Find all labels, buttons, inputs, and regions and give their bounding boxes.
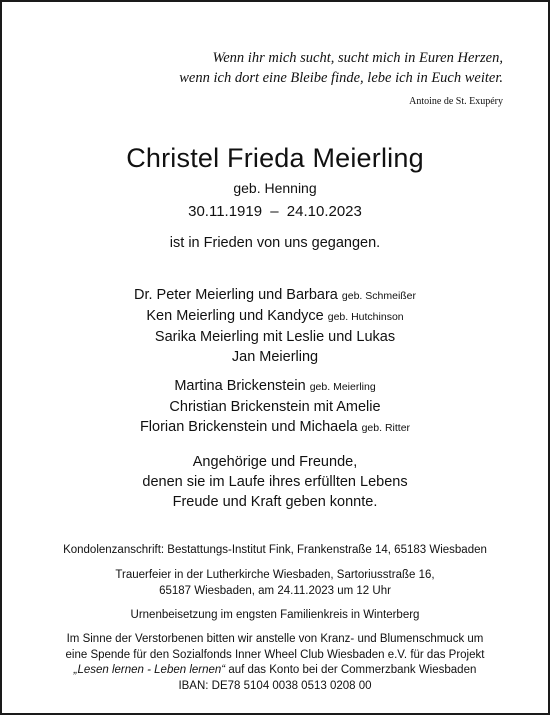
- date-birth: 30.11.1919: [188, 203, 263, 220]
- donation-line-1: Im Sinne der Verstorbenen bitten wir anstelle von Kranz- und Blumenschmuck um: [66, 633, 484, 645]
- family-member: [2, 306, 548, 327]
- quote-line-1: Wenn ihr mich sucht, sucht mich in Euren Herzen,: [212, 50, 503, 66]
- family-group-1: [2, 285, 548, 367]
- family-member: [2, 327, 548, 347]
- donation-iban: IBAN: DE78 5104 0038 0513 0208 00: [178, 679, 372, 692]
- family-member: [2, 376, 548, 397]
- deceased-name: Christel Frieda Meierling: [126, 143, 424, 173]
- date-death: 24.10.2023: [286, 203, 362, 220]
- family-member-name: Dr. Peter Meierling und Barbara: [133, 287, 338, 303]
- farewell-line-3: Freude und Kraft geben konnte.: [172, 494, 378, 510]
- family-member-note: geb. Schmeißer: [341, 290, 417, 302]
- family-member: [2, 285, 548, 306]
- farewell-line-1: Angehörige und Freunde,: [192, 454, 358, 470]
- donation-request: [2, 632, 548, 694]
- family-member: [2, 347, 548, 367]
- service-line-2: 65187 Wiesbaden, am 24.11.2023 um 12 Uhr: [159, 584, 391, 597]
- family-member-name: Sarika Meierling mit Leslie und Lukas: [154, 329, 396, 345]
- quote-author: Antoine de St. Exupéry: [409, 96, 503, 107]
- family-member-name: Ken Meierling und Kandyce: [146, 308, 324, 324]
- family-member-note: geb. Ritter: [361, 422, 411, 434]
- condolence-address: [2, 543, 548, 559]
- quote-block: [103, 48, 503, 88]
- family-member-note: geb. Meierling: [309, 381, 376, 393]
- burial-text: Urnenbeisetzung im engsten Familienkreis in Winterberg: [130, 609, 420, 621]
- funeral-service-info: [2, 568, 548, 599]
- family-member-name: Martina Brickenstein: [174, 378, 306, 394]
- farewell-line-2: denen sie im Laufe ihres erfüllten Lebens: [142, 474, 408, 490]
- passing-statement: ist in Frieden von uns gegangen.: [169, 235, 381, 251]
- quote-line-2: wenn ich dort eine Bleibe finde, lebe ich in Euch weiter.: [179, 70, 503, 86]
- donation-bank: auf das Konto bei der Commerzbank Wiesbaden: [225, 664, 477, 676]
- life-dates: [2, 203, 548, 221]
- family-member-name: Christian Brickenstein mit Amelie: [169, 399, 381, 415]
- donation-project: „Lesen lernen - Leben lernen“: [73, 664, 226, 676]
- service-line-1: Trauerfeier in der Lutherkirche Wiesbaden, Sartoriusstraße 16,: [115, 569, 435, 581]
- family-member-note: geb. Hutchinson: [327, 311, 404, 323]
- farewell-block: [2, 452, 548, 512]
- family-member-name: Jan Meierling: [231, 349, 319, 365]
- family-group-2: [2, 376, 548, 438]
- donation-line-3: [2, 663, 548, 679]
- condolence-text: Kondolenzanschrift: Bestattungs-Institut Fink, Frankenstraße 14, 65183 Wiesbaden: [63, 544, 487, 556]
- birth-name: geb. Henning: [233, 180, 317, 196]
- family-member-name: Florian Brickenstein und Michaela: [139, 419, 358, 435]
- burial-info: [2, 608, 548, 624]
- family-member: [2, 397, 548, 417]
- donation-line-2: eine Spende für den Sozialfonds Inner Wheel Club Wiesbaden e.V. für das Projekt: [65, 648, 485, 661]
- date-separator: –: [270, 203, 279, 220]
- family-member: [2, 417, 548, 438]
